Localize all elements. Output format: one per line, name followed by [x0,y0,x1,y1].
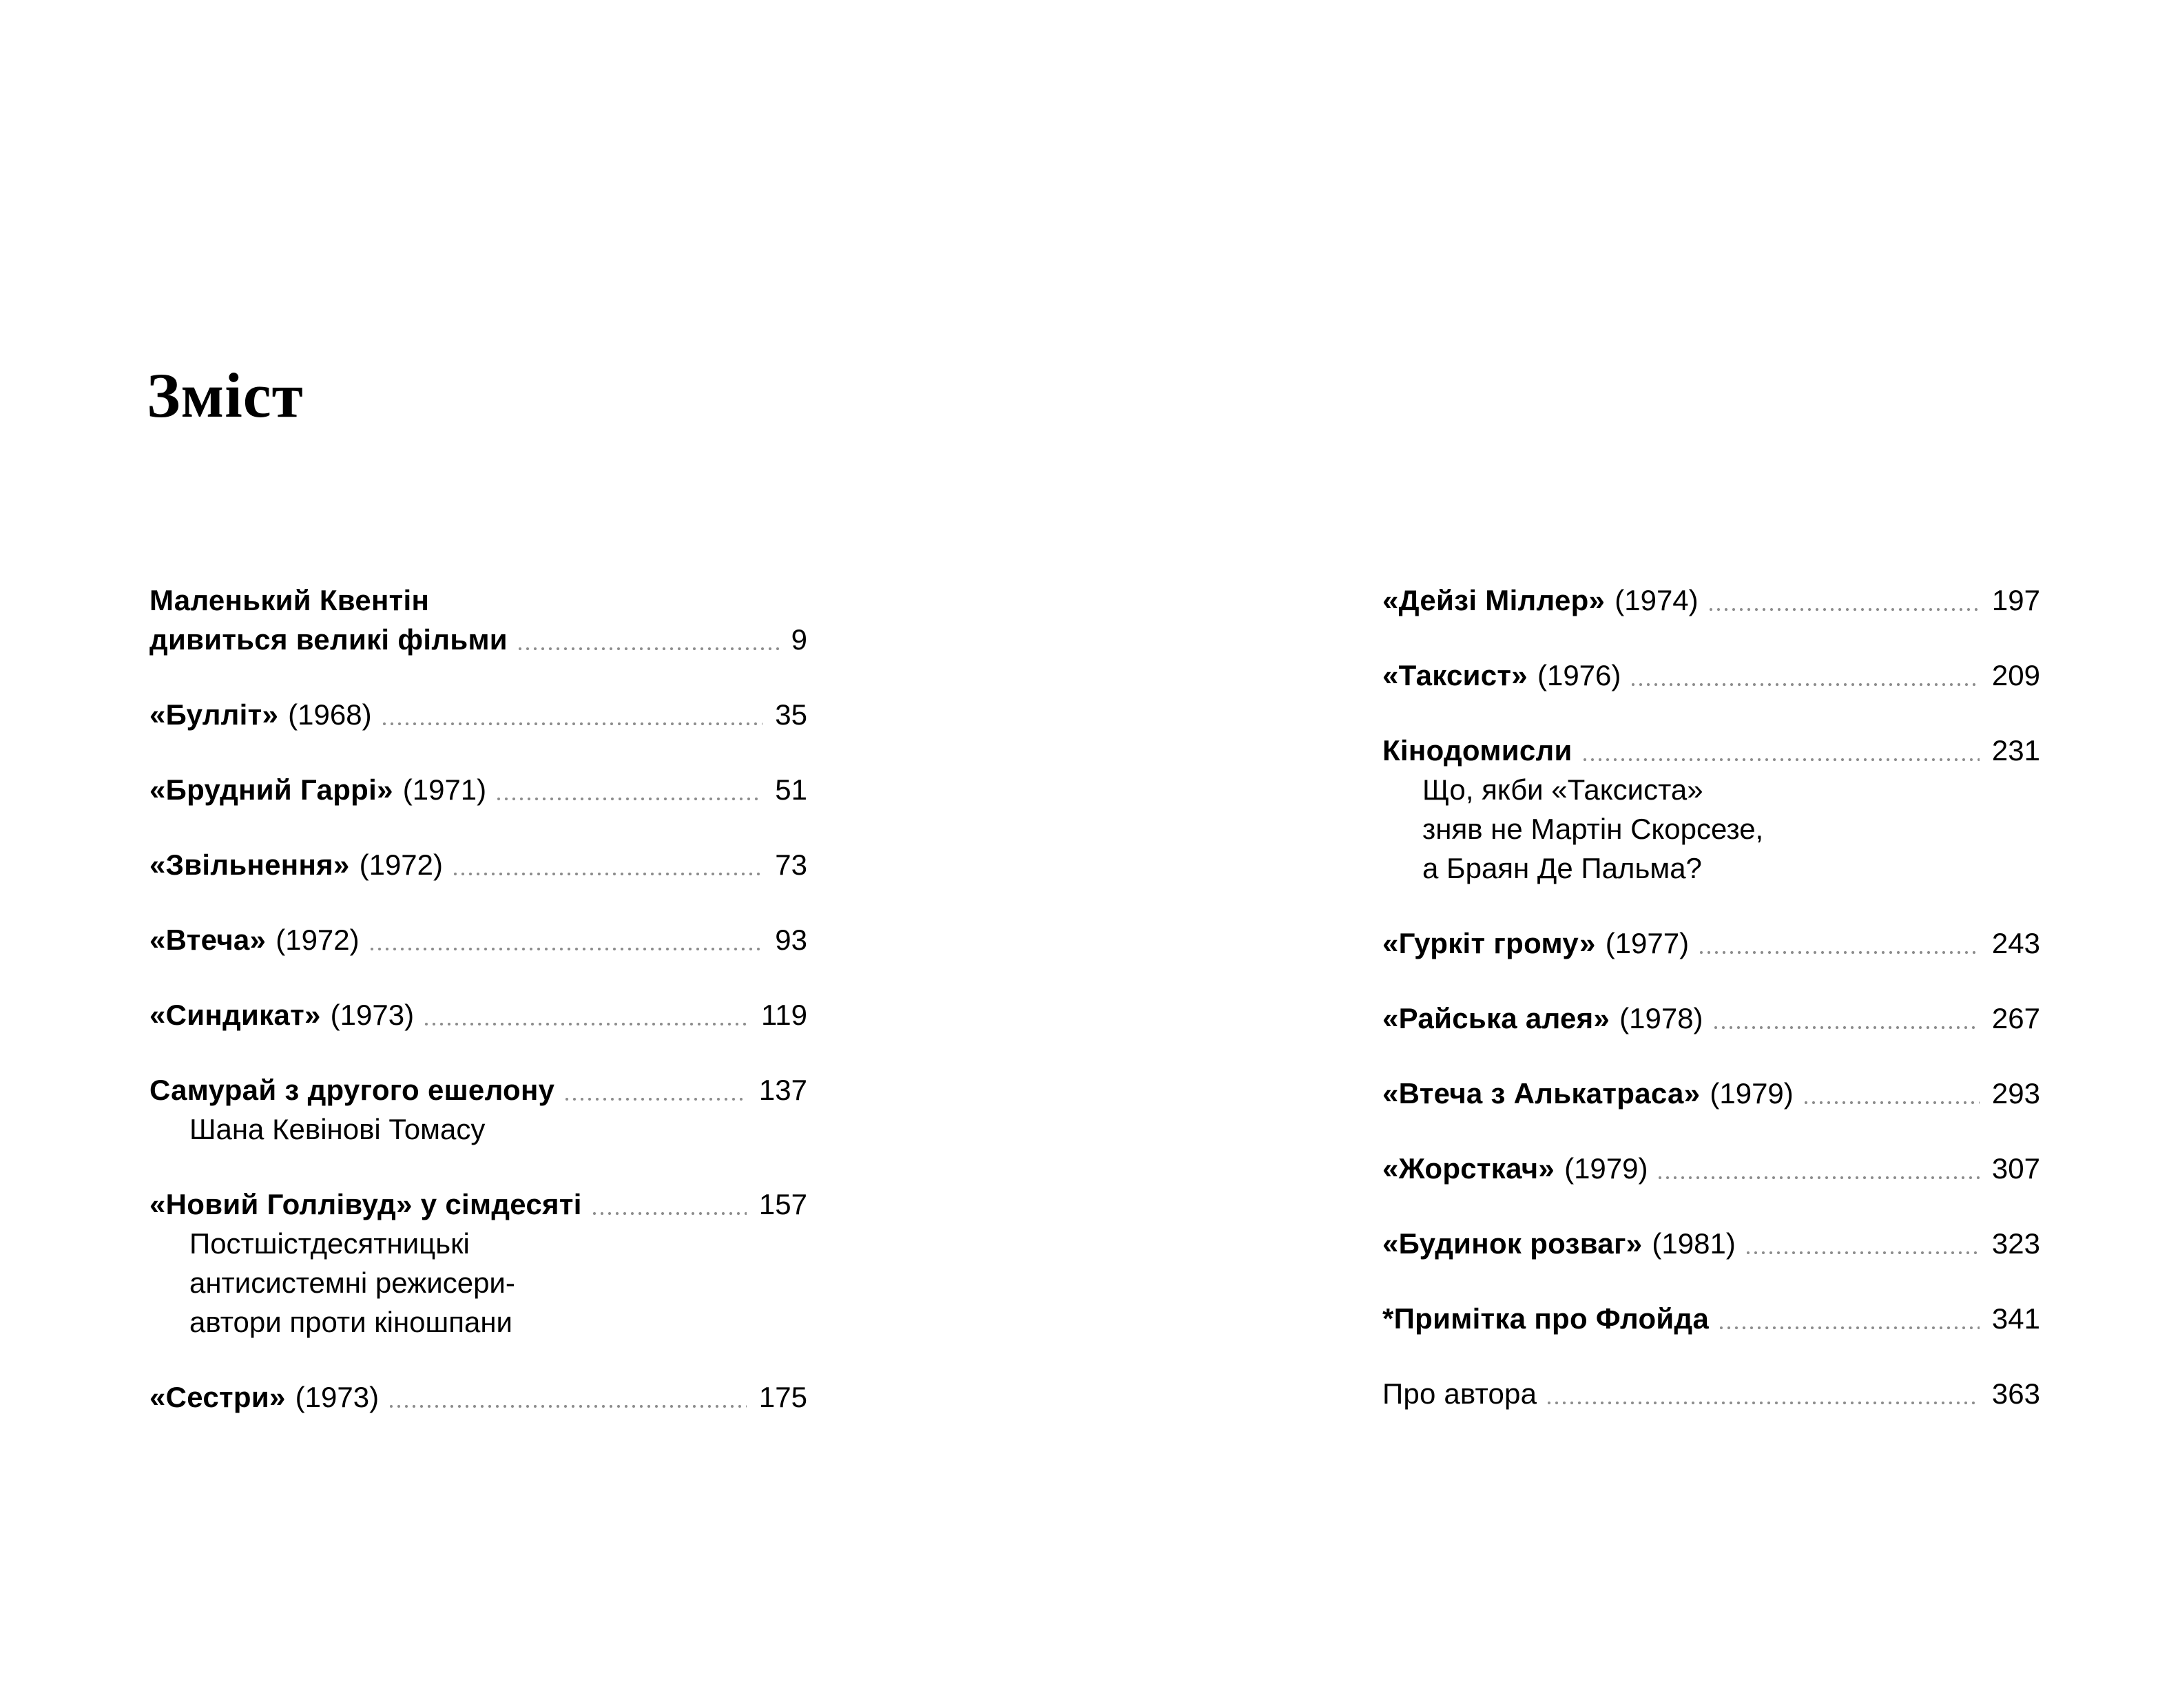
entry-page-number: 243 [1991,927,2040,959]
entry-year: (1972) [276,924,360,956]
entry-page-number: 73 [775,848,807,881]
dot-leader [371,948,763,950]
entry-page-number: 93 [775,924,807,956]
dot-leader [1659,1176,1979,1179]
entry-title: «Жорсткач» [1382,1152,1555,1185]
dot-leader [1710,608,1980,611]
entry-year: (1976) [1537,659,1621,691]
toc-entry [1382,731,2040,888]
entry-title: «Гуркіт грому» [1382,927,1596,959]
dot-leader [519,647,779,650]
dot-leader [390,1405,747,1408]
entry-title: Кінодомисли [1382,734,1572,767]
toc-entry [1382,1299,2040,1338]
entry-year: (1979) [1564,1152,1648,1185]
dot-leader [1548,1402,1980,1404]
entry-title: Самурай з другого ешелону [149,1074,555,1106]
dot-leader [1584,758,1980,761]
entry-title: «Втеча» [149,924,267,956]
toc-entry [149,845,807,884]
entry-subtitle: антисистемні режисери- [189,1267,515,1299]
entry-title: Маленький Квентін [149,584,430,616]
entry-title: «Синдикат» [149,999,321,1031]
entry-year: (1977) [1605,927,1690,959]
dot-leader [1700,951,1980,954]
entry-title: «Дейзі Міллер» [1382,584,1606,616]
dot-leader [1805,1101,1980,1104]
toc-entry [149,920,807,959]
entry-page-number: 293 [1991,1077,2040,1110]
toc-entry [1382,581,2040,620]
entry-year: (1973) [330,999,415,1031]
entry-page-number: 363 [1991,1377,2040,1410]
entry-subtitle: Постшістдесятницькі [189,1227,470,1260]
dot-leader [454,873,762,875]
entry-subtitle: Що, якби «Таксиста» [1422,773,1703,806]
toc-entry [1382,1224,2040,1263]
toc-entry [1382,999,2040,1038]
dot-leader [1632,683,1980,686]
toc-entry [149,581,807,659]
dot-leader [565,1098,747,1101]
toc-entry [149,1070,807,1149]
entry-page-number: 341 [1991,1302,2040,1335]
entry-page-number: 157 [758,1188,807,1220]
entry-title-line2: дивиться великі фільми [149,623,508,656]
entry-title: «Звільнення» [149,848,350,881]
dot-leader [593,1212,747,1215]
entry-page-number: 267 [1991,1002,2040,1034]
dot-leader [1714,1026,1980,1029]
entry-page-number: 137 [758,1074,807,1106]
entry-page-number: 323 [1991,1227,2040,1260]
page-title: Зміст [147,360,304,430]
entry-title: «Райська алея» [1382,1002,1610,1034]
toc-entry [1382,1149,2040,1188]
toc-entry [1382,656,2040,695]
entry-page-number: 175 [758,1381,807,1413]
entry-title: «Брудний Гаррі» [149,773,393,806]
toc-entry [149,1185,807,1342]
entry-title: «Будинок розваг» [1382,1227,1643,1260]
entry-page-number: 307 [1991,1152,2040,1185]
entry-page-number: 119 [761,999,807,1031]
entry-year: (1973) [295,1381,380,1413]
dot-leader [497,798,762,800]
entry-year: (1972) [359,848,443,881]
dot-leader [383,722,763,725]
entry-title: «Сестри» [149,1381,286,1413]
toc-entry [1382,924,2040,963]
entry-subtitle: а Браян Де Пальма? [1422,852,1702,884]
dot-leader [1747,1251,1980,1254]
entry-title: Про автора [1382,1377,1537,1410]
toc-entry [149,995,807,1034]
entry-year: (1968) [288,698,372,731]
entry-year: (1978) [1619,1002,1703,1034]
entry-page-number: 35 [775,698,807,731]
toc-entry [1382,1074,2040,1113]
dot-leader [1720,1326,1980,1329]
toc-entry [149,695,807,734]
entry-page-number: 9 [791,623,807,656]
entry-page-number: 51 [775,773,807,806]
entry-year: (1981) [1652,1227,1736,1260]
dot-leader [425,1023,749,1025]
entry-title: «Таксист» [1382,659,1528,691]
entry-subtitle: автори проти кіношпани [189,1306,512,1338]
toc-column-right [1382,581,2040,1449]
toc-entry [149,1377,807,1417]
entry-title: «Втеча з Алькатраса» [1382,1077,1701,1110]
entry-page-number: 231 [1991,734,2040,767]
entry-title: «Булліт» [149,698,279,731]
entry-title: *Примітка про Флойда [1382,1302,1710,1335]
toc-entry [149,770,807,809]
entry-subtitle: зняв не Мартін Скорсезе, [1422,813,1764,845]
toc-column-left [149,581,807,1452]
entry-page-number: 209 [1991,659,2040,691]
entry-subtitle: Шана Кевінові Томасу [189,1113,486,1145]
entry-year: (1971) [402,773,487,806]
entry-page-number: 197 [1991,584,2040,616]
entry-title: «Новий Голлівуд» у сімдесяті [149,1188,582,1220]
entry-year: (1979) [1710,1077,1794,1110]
toc-entry [1382,1374,2040,1413]
entry-year: (1974) [1615,584,1699,616]
